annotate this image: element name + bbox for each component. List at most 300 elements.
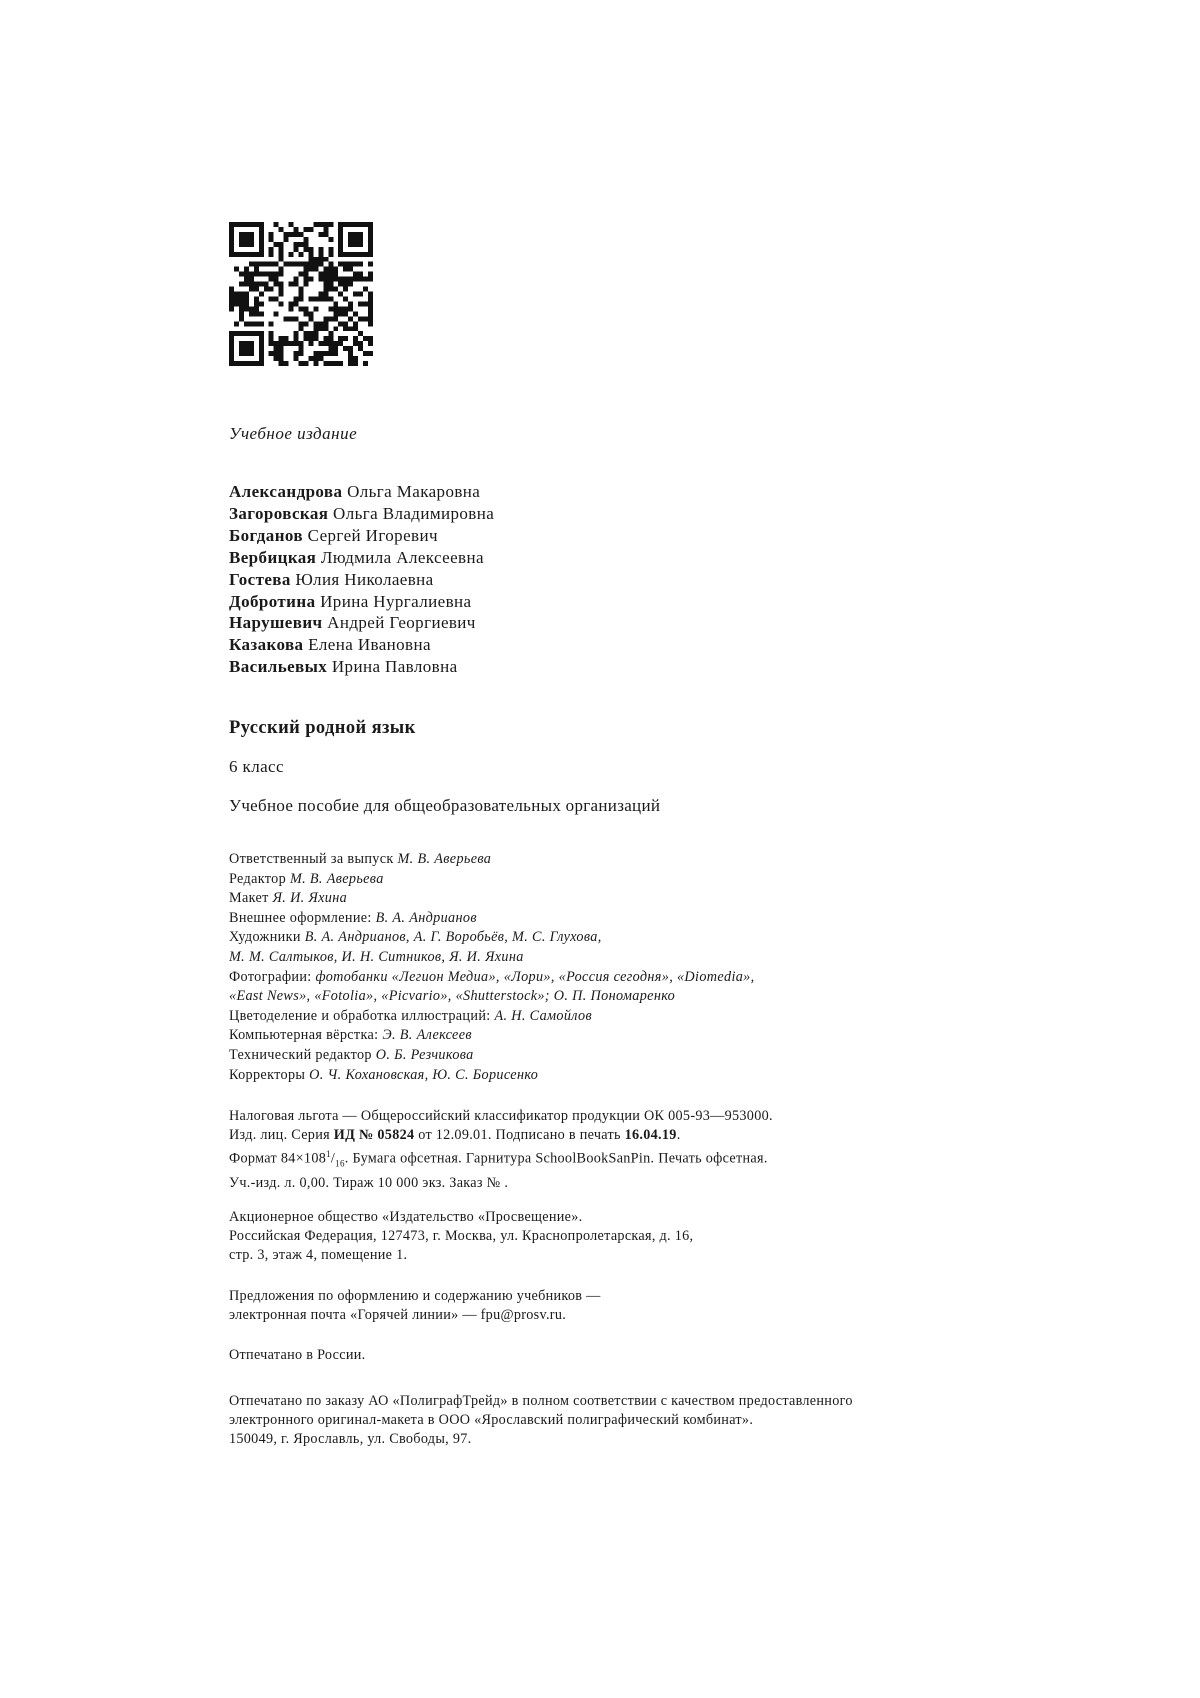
qr-module bbox=[333, 267, 338, 272]
qr-module bbox=[244, 341, 249, 346]
qr-module bbox=[308, 277, 313, 282]
qr-module bbox=[338, 341, 343, 346]
credit-line bbox=[229, 1026, 755, 1046]
qr-module bbox=[303, 262, 308, 267]
qr-module bbox=[333, 351, 338, 356]
qr-module bbox=[294, 351, 299, 356]
qr-module bbox=[333, 306, 338, 311]
qr-module bbox=[358, 316, 363, 321]
qr-module bbox=[259, 351, 264, 356]
tax-line: Налоговая льгота — Общероссийский классификатор продукции ОК 005-93—953000. bbox=[229, 1108, 773, 1124]
qr-module bbox=[244, 282, 249, 287]
qr-module bbox=[299, 351, 304, 356]
qr-module bbox=[348, 326, 353, 331]
qr-module bbox=[269, 272, 274, 277]
qr-module bbox=[279, 282, 284, 287]
qr-module bbox=[338, 262, 343, 267]
qr-module bbox=[353, 341, 358, 346]
qr-module bbox=[289, 282, 294, 287]
qr-module bbox=[328, 252, 333, 257]
qr-module bbox=[343, 346, 348, 351]
qr-module bbox=[249, 361, 254, 366]
qr-module bbox=[313, 336, 318, 341]
qr-module bbox=[229, 301, 234, 306]
qr-module bbox=[303, 272, 308, 277]
qr-module bbox=[289, 222, 294, 227]
qr-module bbox=[284, 232, 289, 237]
qr-module bbox=[323, 267, 328, 272]
credit-names: В. А. Андрианов, А. Г. Воробьёв, М. С. Глухова, bbox=[304, 929, 602, 946]
format-prefix: Формат 84×108 bbox=[229, 1151, 327, 1168]
qr-module bbox=[284, 341, 289, 346]
qr-module bbox=[249, 287, 254, 292]
qr-module bbox=[348, 346, 353, 351]
qr-module bbox=[328, 341, 333, 346]
qr-module bbox=[348, 316, 353, 321]
qr-module bbox=[358, 346, 363, 351]
qr-module bbox=[328, 262, 333, 267]
format-line: Формат $84\times 108^1/_{16}$. Бумага офсетная. Гарнитура SchoolBookSanPin. Печать офсетная. bbox=[229, 1149, 768, 1169]
qr-module bbox=[328, 361, 333, 366]
format-denominator: 16 bbox=[335, 1158, 345, 1169]
qr-module bbox=[259, 341, 264, 346]
qr-module bbox=[294, 356, 299, 361]
author-line bbox=[229, 634, 494, 656]
qr-module bbox=[279, 252, 284, 257]
qr-module bbox=[239, 331, 244, 336]
qr-module bbox=[269, 232, 274, 237]
credits-list bbox=[229, 850, 755, 1085]
qr-module bbox=[358, 277, 363, 282]
qr-module bbox=[269, 237, 274, 242]
qr-module bbox=[294, 331, 299, 336]
qr-module bbox=[299, 321, 304, 326]
qr-module bbox=[279, 351, 284, 356]
qr-module bbox=[289, 306, 294, 311]
author-surname: Гостева bbox=[229, 569, 291, 589]
credit-line bbox=[229, 968, 755, 988]
qr-module bbox=[294, 282, 299, 287]
qr-module bbox=[343, 222, 348, 227]
qr-module bbox=[274, 262, 279, 267]
qr-module bbox=[323, 257, 328, 262]
qr-module bbox=[313, 257, 318, 262]
author-line bbox=[229, 481, 494, 503]
qr-module bbox=[239, 222, 244, 227]
qr-module bbox=[348, 252, 353, 257]
qr-module bbox=[274, 346, 279, 351]
qr-module bbox=[254, 262, 259, 267]
qr-module bbox=[229, 292, 234, 297]
qr-module bbox=[333, 287, 338, 292]
qr-module bbox=[249, 282, 254, 287]
qr-module bbox=[229, 287, 234, 292]
qr-module bbox=[328, 296, 333, 301]
qr-module bbox=[239, 282, 244, 287]
qr-module bbox=[318, 341, 323, 346]
qr-module bbox=[338, 292, 343, 297]
qr-module bbox=[368, 252, 373, 257]
qr-module bbox=[368, 242, 373, 247]
qr-module bbox=[279, 356, 284, 361]
credit-names: М. В. Аверьева bbox=[289, 870, 384, 887]
qr-module bbox=[348, 242, 353, 247]
author-surname: Нарушевич bbox=[229, 613, 323, 633]
qr-module bbox=[338, 361, 343, 366]
credit-role: Редактор bbox=[229, 870, 290, 887]
qr-module bbox=[229, 336, 234, 341]
credit-line bbox=[229, 1066, 755, 1086]
qr-module bbox=[239, 292, 244, 297]
qr-module bbox=[229, 346, 234, 351]
qr-module bbox=[229, 227, 234, 232]
qr-module bbox=[358, 331, 363, 336]
qr-module bbox=[348, 237, 353, 242]
qr-module bbox=[338, 247, 343, 252]
printer-line: электронного оригинал-макета в ООО «Ярославский полиграфический комбинат». bbox=[229, 1412, 754, 1429]
qr-module bbox=[323, 272, 328, 277]
qr-module bbox=[269, 321, 274, 326]
credit-line bbox=[229, 948, 755, 968]
qr-module bbox=[353, 311, 358, 316]
qr-module bbox=[323, 227, 328, 232]
author-surname: Богданов bbox=[229, 525, 303, 545]
qr-module bbox=[333, 316, 338, 321]
qr-module bbox=[269, 331, 274, 336]
author-surname: Васильевых bbox=[229, 657, 328, 677]
qr-module bbox=[328, 222, 333, 227]
qr-module bbox=[254, 306, 259, 311]
qr-module bbox=[313, 306, 318, 311]
qr-module bbox=[244, 361, 249, 366]
credit-role: Макет bbox=[229, 890, 273, 907]
author-given-name: Ольга Владимировна bbox=[333, 503, 495, 523]
author-line bbox=[229, 503, 494, 525]
qr-module bbox=[294, 336, 299, 341]
qr-module bbox=[259, 321, 264, 326]
qr-module bbox=[274, 242, 279, 247]
qr-module bbox=[254, 222, 259, 227]
qr-module bbox=[368, 311, 373, 316]
publisher-line: Российская Федерация, 127473, г. Москва, ул. Краснопролетарская, д. 16, bbox=[229, 1228, 694, 1245]
credit-line bbox=[229, 909, 755, 929]
qr-module bbox=[289, 301, 294, 306]
qr-module bbox=[229, 242, 234, 247]
qr-module bbox=[323, 316, 328, 321]
printed-in bbox=[229, 1346, 366, 1365]
qr-module bbox=[318, 222, 323, 227]
qr-module bbox=[318, 292, 323, 297]
tax-and-print-info bbox=[229, 1107, 773, 1193]
qr-module bbox=[333, 326, 338, 331]
qr-module bbox=[368, 222, 373, 227]
qr-module bbox=[308, 331, 313, 336]
credit-line bbox=[229, 1046, 755, 1066]
qr-module bbox=[343, 296, 348, 301]
qr-module bbox=[353, 242, 358, 247]
qr-module bbox=[249, 321, 254, 326]
qr-module bbox=[323, 321, 328, 326]
qr-module bbox=[343, 311, 348, 316]
qr-module bbox=[313, 331, 318, 336]
qr-module bbox=[303, 282, 308, 287]
qr-module bbox=[239, 306, 244, 311]
qr-module bbox=[303, 361, 308, 366]
qr-module bbox=[368, 301, 373, 306]
book-grade: 6 класс bbox=[229, 757, 284, 776]
qr-module bbox=[279, 341, 284, 346]
qr-module bbox=[249, 306, 254, 311]
qr-module bbox=[313, 296, 318, 301]
qr-module bbox=[368, 227, 373, 232]
qr-module bbox=[358, 237, 363, 242]
credit-line bbox=[229, 850, 755, 870]
credit-names: фотобанки «Легион Медиа», «Лори», «Россия сегодня», «Diomedia», bbox=[315, 968, 755, 985]
qr-module bbox=[333, 341, 338, 346]
qr-module bbox=[333, 361, 338, 366]
qr-module bbox=[249, 222, 254, 227]
qr-module bbox=[299, 341, 304, 346]
qr-module bbox=[229, 356, 234, 361]
qr-module bbox=[368, 237, 373, 242]
qr-module bbox=[353, 262, 358, 267]
qr-module bbox=[239, 341, 244, 346]
qr-module bbox=[269, 262, 274, 267]
qr-module bbox=[239, 361, 244, 366]
qr-module bbox=[274, 311, 279, 316]
qr-module bbox=[353, 321, 358, 326]
qr-module bbox=[368, 316, 373, 321]
qr-module bbox=[229, 361, 234, 366]
qr-module bbox=[259, 356, 264, 361]
qr-module bbox=[294, 227, 299, 232]
print-run-line: Уч.-изд. л. 0,00. Тираж 10 000 экз. Заказ № . bbox=[229, 1175, 509, 1192]
qr-module bbox=[239, 272, 244, 277]
qr-module bbox=[323, 351, 328, 356]
qr-module bbox=[274, 222, 279, 227]
author-given-name: Ирина Нургалиевна bbox=[320, 591, 472, 611]
qr-module bbox=[279, 267, 284, 272]
qr-module bbox=[259, 237, 264, 242]
qr-module bbox=[294, 277, 299, 282]
author-surname: Александрова bbox=[229, 482, 343, 501]
qr-module bbox=[368, 321, 373, 326]
qr-module bbox=[259, 311, 264, 316]
qr-module bbox=[254, 272, 259, 277]
qr-module bbox=[308, 267, 313, 272]
qr-module bbox=[368, 247, 373, 252]
credit-role: Художники bbox=[229, 929, 305, 946]
author-given-name: Сергей Игоревич bbox=[307, 525, 438, 545]
qr-module bbox=[323, 336, 328, 341]
qr-module bbox=[353, 356, 358, 361]
qr-module bbox=[353, 237, 358, 242]
qr-module bbox=[348, 262, 353, 267]
qr-module bbox=[363, 301, 368, 306]
qr-module bbox=[318, 326, 323, 331]
qr-module bbox=[244, 351, 249, 356]
qr-module bbox=[303, 267, 308, 272]
qr-module bbox=[244, 296, 249, 301]
qr-module bbox=[343, 252, 348, 257]
qr-module bbox=[249, 232, 254, 237]
author-given-name: Ирина Павловна bbox=[331, 657, 458, 677]
qr-module bbox=[353, 277, 358, 282]
qr-module bbox=[239, 311, 244, 316]
qr-module bbox=[299, 346, 304, 351]
qr-module bbox=[338, 336, 343, 341]
qr-module bbox=[279, 361, 284, 366]
qr-module bbox=[254, 321, 259, 326]
qr-module bbox=[259, 292, 264, 297]
qr-module bbox=[299, 361, 304, 366]
qr-module bbox=[313, 351, 318, 356]
credit-names: М. В. Аверьева bbox=[397, 851, 492, 867]
qr-module bbox=[358, 252, 363, 257]
qr-module bbox=[279, 242, 284, 247]
qr-module bbox=[353, 272, 358, 277]
qr-module bbox=[328, 351, 333, 356]
qr-module bbox=[343, 321, 348, 326]
qr-module bbox=[229, 232, 234, 237]
license-line bbox=[229, 1126, 773, 1145]
qr-module bbox=[289, 262, 294, 267]
qr-module bbox=[299, 296, 304, 301]
qr-module bbox=[254, 331, 259, 336]
qr-module bbox=[234, 222, 239, 227]
qr-module bbox=[229, 237, 234, 242]
license-end: . bbox=[676, 1127, 681, 1144]
qr-module bbox=[358, 242, 363, 247]
qr-module bbox=[294, 232, 299, 237]
qr-code[interactable] bbox=[229, 222, 373, 366]
qr-module bbox=[254, 311, 259, 316]
qr-module bbox=[323, 292, 328, 297]
credit-role: Ответственный за выпуск bbox=[229, 851, 398, 867]
qr-module bbox=[259, 282, 264, 287]
qr-module bbox=[338, 232, 343, 237]
qr-module bbox=[348, 356, 353, 361]
qr-module bbox=[313, 361, 318, 366]
qr-module bbox=[333, 272, 338, 277]
qr-module bbox=[279, 292, 284, 297]
credit-names: А. Н. Самойлов bbox=[494, 1007, 592, 1024]
qr-module bbox=[323, 287, 328, 292]
qr-module bbox=[358, 301, 363, 306]
qr-module bbox=[353, 252, 358, 257]
qr-module bbox=[259, 262, 264, 267]
qr-module bbox=[363, 351, 368, 356]
qr-module bbox=[229, 222, 234, 227]
qr-module bbox=[328, 306, 333, 311]
qr-module bbox=[279, 257, 284, 262]
qr-module bbox=[289, 341, 294, 346]
qr-module bbox=[338, 242, 343, 247]
credit-line bbox=[229, 928, 755, 948]
qr-module bbox=[338, 222, 343, 227]
qr-module bbox=[328, 336, 333, 341]
qr-module bbox=[234, 252, 239, 257]
qr-module bbox=[299, 232, 304, 237]
author-line bbox=[229, 525, 494, 547]
qr-module bbox=[338, 321, 343, 326]
qr-module bbox=[343, 287, 348, 292]
author-given-name: Людмила Алексеевна bbox=[320, 547, 484, 567]
qr-module bbox=[363, 336, 368, 341]
qr-module bbox=[234, 361, 239, 366]
qr-module bbox=[264, 262, 269, 267]
qr-module bbox=[358, 222, 363, 227]
qr-module bbox=[234, 321, 239, 326]
qr-module bbox=[318, 232, 323, 237]
author-line bbox=[229, 612, 494, 634]
qr-module bbox=[284, 361, 289, 366]
qr-module bbox=[328, 282, 333, 287]
publisher-line: стр. 3, этаж 4, помещение 1. bbox=[229, 1247, 408, 1264]
qr-module bbox=[274, 282, 279, 287]
author-line bbox=[229, 547, 494, 569]
qr-module bbox=[284, 262, 289, 267]
qr-module bbox=[323, 341, 328, 346]
qr-module bbox=[254, 252, 259, 257]
qr-module bbox=[338, 282, 343, 287]
license-middle: от 12.09.01. Подписано в печать bbox=[414, 1127, 625, 1144]
qr-module bbox=[323, 361, 328, 366]
qr-module bbox=[279, 301, 284, 306]
qr-module bbox=[338, 311, 343, 316]
qr-module bbox=[318, 252, 323, 257]
credit-line bbox=[229, 987, 755, 1007]
qr-module bbox=[368, 232, 373, 237]
credit-role: Внешнее оформление: bbox=[229, 909, 376, 926]
qr-module bbox=[308, 336, 313, 341]
qr-module bbox=[294, 262, 299, 267]
author-given-name: Ольга Макаровна bbox=[347, 482, 481, 501]
qr-module bbox=[299, 306, 304, 311]
qr-module bbox=[333, 311, 338, 316]
edition-type: Учебное издание bbox=[229, 424, 358, 443]
author-given-name: Андрей Георгиевич bbox=[327, 613, 476, 633]
qr-module bbox=[254, 282, 259, 287]
qr-module bbox=[348, 222, 353, 227]
qr-module bbox=[269, 247, 274, 252]
format-numerator: 1 bbox=[326, 1149, 331, 1160]
qr-module bbox=[259, 247, 264, 252]
qr-module bbox=[299, 272, 304, 277]
qr-module bbox=[239, 301, 244, 306]
qr-module bbox=[303, 242, 308, 247]
qr-module bbox=[284, 316, 289, 321]
qr-module bbox=[289, 316, 294, 321]
printer-line: 150049, г. Ярославль, ул. Свободы, 97. bbox=[229, 1431, 472, 1448]
publisher-info bbox=[229, 1208, 693, 1266]
author-line bbox=[229, 569, 494, 591]
qr-module bbox=[229, 247, 234, 252]
qr-module bbox=[313, 262, 318, 267]
qr-module bbox=[274, 356, 279, 361]
qr-module bbox=[318, 257, 323, 262]
qr-module bbox=[368, 262, 373, 267]
qr-module bbox=[343, 336, 348, 341]
credit-line bbox=[229, 1007, 755, 1027]
license-prefix: Изд. лиц. Серия bbox=[229, 1127, 334, 1144]
qr-module bbox=[239, 242, 244, 247]
qr-module bbox=[259, 227, 264, 232]
qr-module bbox=[348, 277, 353, 282]
qr-module bbox=[348, 232, 353, 237]
qr-module bbox=[308, 262, 313, 267]
credit-names: Я. И. Яхина bbox=[272, 890, 348, 907]
